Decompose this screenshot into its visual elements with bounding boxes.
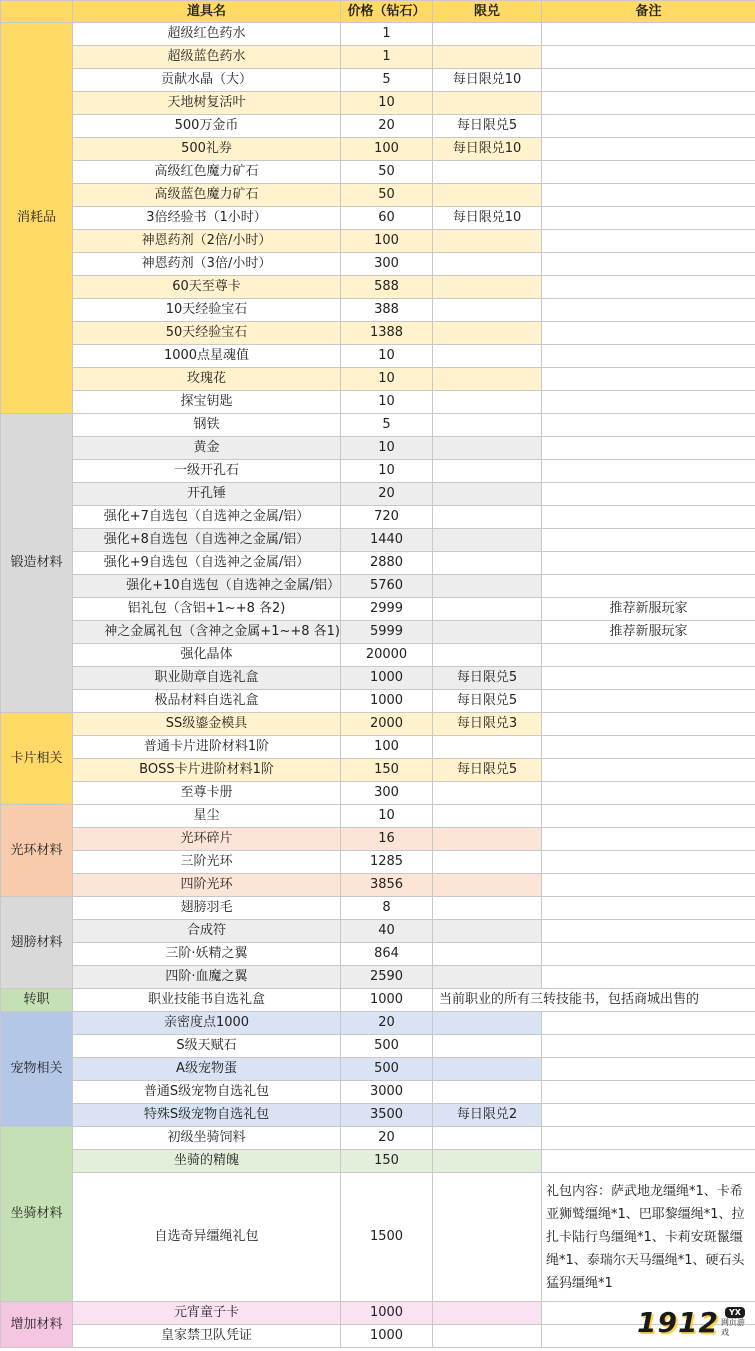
- item-note: [542, 1058, 755, 1081]
- item-note: [542, 851, 755, 874]
- table-row: [1, 1104, 755, 1127]
- item-note: [542, 529, 755, 552]
- item-price: 100: [341, 230, 433, 253]
- item-note: [542, 1012, 755, 1035]
- item-price: 40: [341, 920, 433, 943]
- item-price: 1440: [341, 529, 433, 552]
- item-note: [542, 1150, 755, 1173]
- item-limit: 每日限兑5: [433, 115, 542, 138]
- item-note: [542, 230, 755, 253]
- item-price: 20: [341, 1012, 433, 1035]
- item-limit: [433, 943, 542, 966]
- item-name: 黄金: [73, 437, 341, 460]
- category-label: 翅膀材料: [1, 897, 73, 989]
- item-price: 10: [341, 805, 433, 828]
- item-limit: 每日限兑5: [433, 759, 542, 782]
- item-limit: [433, 23, 542, 46]
- item-name: 特殊S级宠物自选礼包: [73, 1104, 341, 1127]
- table-row: [1, 414, 755, 437]
- item-limit: [433, 598, 542, 621]
- item-note: 推荐新服玩家: [542, 621, 755, 644]
- item-note: [542, 69, 755, 92]
- item-note: [542, 138, 755, 161]
- item-price: 10: [341, 92, 433, 115]
- item-limit: [433, 1302, 542, 1325]
- table-row: [1, 253, 755, 276]
- item-limit: [433, 1012, 542, 1035]
- item-price: 1500: [341, 1173, 433, 1302]
- item-note: [542, 437, 755, 460]
- item-note: [542, 391, 755, 414]
- item-limit: [433, 529, 542, 552]
- item-price: 720: [341, 506, 433, 529]
- table-row: [1, 1012, 755, 1035]
- item-note: 礼包内容：萨武地龙缰绳*1、卡希亚狮鹫缰绳*1、巴耶黎缰绳*1、拉扎卡陆行鸟缰绳*1、卡莉安斑鬣缰绳*1、泰瑞尔天马缰绳*1、硬石头猛犸缰绳*1: [542, 1173, 755, 1302]
- item-price: 5: [341, 414, 433, 437]
- item-limit: [433, 920, 542, 943]
- item-limit: 每日限兑10: [433, 207, 542, 230]
- item-note: [542, 874, 755, 897]
- item-name: BOSS卡片进阶材料1阶: [73, 759, 341, 782]
- item-name: 翅膀羽毛: [73, 897, 341, 920]
- item-price: 2880: [341, 552, 433, 575]
- category-label: 宠物相关: [1, 1012, 73, 1127]
- table-row: [1, 276, 755, 299]
- item-note: [542, 1035, 755, 1058]
- item-name: 初级坐骑饲料: [73, 1127, 341, 1150]
- item-limit: 每日限兑5: [433, 667, 542, 690]
- item-limit: 每日限兑5: [433, 690, 542, 713]
- item-note: [542, 253, 755, 276]
- item-note: [542, 805, 755, 828]
- item-price: 1: [341, 23, 433, 46]
- item-price: 20000: [341, 644, 433, 667]
- item-name: 强化+8自选包（自选神之金属/铝）: [73, 529, 341, 552]
- table-row: [1, 529, 755, 552]
- item-name: 皇家禁卫队凭证: [73, 1325, 341, 1348]
- table-row: [1, 345, 755, 368]
- item-note: [542, 115, 755, 138]
- table-row: [1, 920, 755, 943]
- item-limit: [433, 184, 542, 207]
- item-note: 推荐新服玩家: [542, 598, 755, 621]
- header-note: 备注: [542, 1, 755, 23]
- header-category: [1, 1, 73, 23]
- item-price: 20: [341, 115, 433, 138]
- table-row: [1, 1081, 755, 1104]
- item-limit: [433, 1035, 542, 1058]
- item-price: 2590: [341, 966, 433, 989]
- item-note: [542, 644, 755, 667]
- item-limit: [433, 966, 542, 989]
- category-label: 卡片相关: [1, 713, 73, 805]
- item-limit: [433, 736, 542, 759]
- item-note: [542, 713, 755, 736]
- item-price: 1388: [341, 322, 433, 345]
- item-price: 20: [341, 483, 433, 506]
- item-name: 高级红色魔力矿石: [73, 161, 341, 184]
- item-limit: [433, 782, 542, 805]
- item-name: 贡献水晶（大）: [73, 69, 341, 92]
- table-row: [1, 460, 755, 483]
- item-limit: [433, 322, 542, 345]
- item-limit: [433, 460, 542, 483]
- table-row: [1, 46, 755, 69]
- item-note: [542, 552, 755, 575]
- item-name: 合成符: [73, 920, 341, 943]
- category-label: 消耗品: [1, 23, 73, 414]
- table-row: [1, 667, 755, 690]
- item-limit: [433, 552, 542, 575]
- item-price: 100: [341, 736, 433, 759]
- item-price: 1000: [341, 1325, 433, 1348]
- table-row: [1, 368, 755, 391]
- item-note: [542, 92, 755, 115]
- logo-badge-text: YX: [725, 1307, 745, 1318]
- item-note: [542, 161, 755, 184]
- item-limit: [433, 1173, 542, 1302]
- table-header-row: [1, 1, 755, 23]
- item-price: 8: [341, 897, 433, 920]
- category-label: 增加材料: [1, 1302, 73, 1348]
- item-note: [542, 736, 755, 759]
- table-row: [1, 782, 755, 805]
- item-limit: [433, 230, 542, 253]
- item-name: 至尊卡册: [73, 782, 341, 805]
- item-name: 神恩药剂（2倍/小时）: [73, 230, 341, 253]
- item-price: 10: [341, 460, 433, 483]
- item-limit: [433, 1127, 542, 1150]
- item-name: 职业技能书自选礼盒: [73, 989, 341, 1012]
- item-name: 元宵童子卡: [73, 1302, 341, 1325]
- item-price: 1000: [341, 667, 433, 690]
- table-row: [1, 690, 755, 713]
- item-limit: [433, 828, 542, 851]
- item-name: 星尘: [73, 805, 341, 828]
- item-note: [542, 759, 755, 782]
- item-price: 10: [341, 368, 433, 391]
- item-note: [542, 966, 755, 989]
- item-price: 5999: [341, 621, 433, 644]
- item-limit: [433, 851, 542, 874]
- table-row: [1, 230, 755, 253]
- item-limit: [433, 391, 542, 414]
- table-row: [1, 506, 755, 529]
- item-name: 60天至尊卡: [73, 276, 341, 299]
- item-name: 极品材料自选礼盒: [73, 690, 341, 713]
- table-row: [1, 598, 755, 621]
- category-label: 转职: [1, 989, 73, 1012]
- item-limit: [433, 483, 542, 506]
- item-limit: [433, 1150, 542, 1173]
- table-row: [1, 828, 755, 851]
- item-name: 四阶·血魔之翼: [73, 966, 341, 989]
- item-note: [542, 184, 755, 207]
- item-name: SS级鎏金模具: [73, 713, 341, 736]
- item-note: [542, 897, 755, 920]
- header-price: 价格（钻石）: [341, 1, 433, 23]
- item-limit: [433, 1058, 542, 1081]
- table-row: [1, 736, 755, 759]
- item-name: 自选奇异缰绳礼包: [73, 1173, 341, 1302]
- item-limit: [433, 575, 542, 598]
- item-name: 玫瑰花: [73, 368, 341, 391]
- table-row: [1, 575, 755, 598]
- item-price: 1000: [341, 1302, 433, 1325]
- table-row: [1, 851, 755, 874]
- table-row: [1, 322, 755, 345]
- table-row: [1, 299, 755, 322]
- item-name: 500礼券: [73, 138, 341, 161]
- table-row: [1, 437, 755, 460]
- item-note: [542, 299, 755, 322]
- item-price: 20: [341, 1127, 433, 1150]
- site-logo: [637, 1305, 749, 1339]
- item-price: 3000: [341, 1081, 433, 1104]
- item-limit: [433, 161, 542, 184]
- item-name: 神之金属礼包（含神之金属+1~+8 各1): [73, 621, 341, 644]
- item-limit: [433, 276, 542, 299]
- table-row: [1, 184, 755, 207]
- table-body: [1, 23, 755, 1348]
- item-name: A级宠物蛋: [73, 1058, 341, 1081]
- table-row: [1, 1035, 755, 1058]
- item-limit: [433, 506, 542, 529]
- table-row: [1, 1173, 755, 1302]
- item-limit: [433, 897, 542, 920]
- table-row: [1, 483, 755, 506]
- item-price: 500: [341, 1035, 433, 1058]
- item-note: [542, 46, 755, 69]
- item-price: 5: [341, 69, 433, 92]
- table-row: [1, 115, 755, 138]
- header-limit: 限兑: [433, 1, 542, 23]
- item-note: [542, 368, 755, 391]
- item-limit: 当前职业的所有三转技能书，包括商城出售的: [433, 989, 755, 1012]
- item-price: 10: [341, 345, 433, 368]
- item-price: 2999: [341, 598, 433, 621]
- item-price: 864: [341, 943, 433, 966]
- table-row: [1, 966, 755, 989]
- item-price: 1000: [341, 989, 433, 1012]
- item-name: 3倍经验书（1小时）: [73, 207, 341, 230]
- item-limit: [433, 92, 542, 115]
- table-row: [1, 92, 755, 115]
- item-note: [542, 1104, 755, 1127]
- item-limit: [433, 874, 542, 897]
- item-limit: [433, 1325, 542, 1348]
- item-limit: [433, 299, 542, 322]
- item-name: 神恩药剂（3倍/小时）: [73, 253, 341, 276]
- item-name: 光环碎片: [73, 828, 341, 851]
- item-note: [542, 23, 755, 46]
- item-limit: 每日限兑3: [433, 713, 542, 736]
- item-price: 388: [341, 299, 433, 322]
- item-price: 10: [341, 437, 433, 460]
- item-name: 三阶·妖精之翼: [73, 943, 341, 966]
- item-price: 3856: [341, 874, 433, 897]
- item-price: 50: [341, 161, 433, 184]
- item-name: 超级红色药水: [73, 23, 341, 46]
- item-note: [542, 920, 755, 943]
- item-name: 四阶光环: [73, 874, 341, 897]
- table-row: [1, 897, 755, 920]
- item-price: 10: [341, 391, 433, 414]
- item-price: 50: [341, 184, 433, 207]
- header-item-name: 道具名: [73, 1, 341, 23]
- table-row: [1, 874, 755, 897]
- table-row: [1, 989, 755, 1012]
- table-row: [1, 621, 755, 644]
- table-row: [1, 207, 755, 230]
- item-name: 铝礼包（含铝+1~+8 各2): [73, 598, 341, 621]
- category-label: 光环材料: [1, 805, 73, 897]
- item-name: 一级开孔石: [73, 460, 341, 483]
- item-price: 1: [341, 46, 433, 69]
- item-price: 1285: [341, 851, 433, 874]
- item-limit: [433, 368, 542, 391]
- logo-subtitle: 网页游戏: [720, 1317, 745, 1337]
- item-price: 150: [341, 1150, 433, 1173]
- item-name: 强化+9自选包（自选神之金属/铝）: [73, 552, 341, 575]
- table-row: [1, 138, 755, 161]
- item-note: [542, 667, 755, 690]
- item-note: [542, 782, 755, 805]
- table-row: [1, 23, 755, 46]
- item-limit: [433, 644, 542, 667]
- table-row: [1, 644, 755, 667]
- item-price: 3500: [341, 1104, 433, 1127]
- item-name: 坐骑的精魄: [73, 1150, 341, 1173]
- table-row: [1, 805, 755, 828]
- item-limit: [433, 437, 542, 460]
- table-row: [1, 943, 755, 966]
- item-name: 50天经验宝石: [73, 322, 341, 345]
- table-row: [1, 69, 755, 92]
- item-note: [542, 506, 755, 529]
- item-name: 强化+10自选包（自选神之金属/铝）: [73, 575, 341, 598]
- table-row: [1, 552, 755, 575]
- item-name: S级天赋石: [73, 1035, 341, 1058]
- table-row: [1, 391, 755, 414]
- item-name: 普通S级宠物自选礼包: [73, 1081, 341, 1104]
- item-name: 超级蓝色药水: [73, 46, 341, 69]
- category-label: 坐骑材料: [1, 1127, 73, 1302]
- item-note: [542, 460, 755, 483]
- item-note: [542, 1081, 755, 1104]
- item-name: 强化+7自选包（自选神之金属/铝）: [73, 506, 341, 529]
- item-name: 职业勋章自选礼盒: [73, 667, 341, 690]
- item-note: [542, 943, 755, 966]
- item-price: 588: [341, 276, 433, 299]
- item-note: [542, 1127, 755, 1150]
- logo-number: 1912: [637, 1305, 719, 1339]
- item-price: 300: [341, 782, 433, 805]
- item-note: [542, 276, 755, 299]
- item-price: 2000: [341, 713, 433, 736]
- item-price: 1000: [341, 690, 433, 713]
- item-price: 300: [341, 253, 433, 276]
- item-price: 500: [341, 1058, 433, 1081]
- item-limit: [433, 46, 542, 69]
- item-note: [542, 322, 755, 345]
- item-name: 三阶光环: [73, 851, 341, 874]
- item-name: 500万金币: [73, 115, 341, 138]
- category-label: 锻造材料: [1, 414, 73, 713]
- item-name: 1000点星魂值: [73, 345, 341, 368]
- item-limit: [433, 345, 542, 368]
- item-name: 探宝钥匙: [73, 391, 341, 414]
- item-price: 150: [341, 759, 433, 782]
- item-name: 钢铁: [73, 414, 341, 437]
- item-note: [542, 483, 755, 506]
- item-price: 16: [341, 828, 433, 851]
- table-row: [1, 1150, 755, 1173]
- logo-badge: [721, 1307, 749, 1338]
- item-limit: 每日限兑10: [433, 138, 542, 161]
- item-note: [542, 828, 755, 851]
- item-limit: [433, 253, 542, 276]
- item-name: 10天经验宝石: [73, 299, 341, 322]
- item-limit: [433, 1081, 542, 1104]
- table-row: [1, 1127, 755, 1150]
- item-price: 100: [341, 138, 433, 161]
- item-limit: 每日限兑10: [433, 69, 542, 92]
- item-limit: [433, 621, 542, 644]
- table-row: [1, 1058, 755, 1081]
- item-note: [542, 575, 755, 598]
- item-note: [542, 414, 755, 437]
- table-row: [1, 759, 755, 782]
- item-name: 亲密度点1000: [73, 1012, 341, 1035]
- table-row: [1, 713, 755, 736]
- item-note: [542, 345, 755, 368]
- item-price: 5760: [341, 575, 433, 598]
- item-limit: [433, 805, 542, 828]
- item-name: 开孔锤: [73, 483, 341, 506]
- item-limit: 每日限兑2: [433, 1104, 542, 1127]
- item-name: 天地树复活叶: [73, 92, 341, 115]
- item-note: [542, 690, 755, 713]
- item-name: 高级蓝色魔力矿石: [73, 184, 341, 207]
- item-limit: [433, 414, 542, 437]
- item-note: [542, 207, 755, 230]
- item-price: 60: [341, 207, 433, 230]
- table-row: [1, 161, 755, 184]
- item-name: 普通卡片进阶材料1阶: [73, 736, 341, 759]
- item-name: 强化晶体: [73, 644, 341, 667]
